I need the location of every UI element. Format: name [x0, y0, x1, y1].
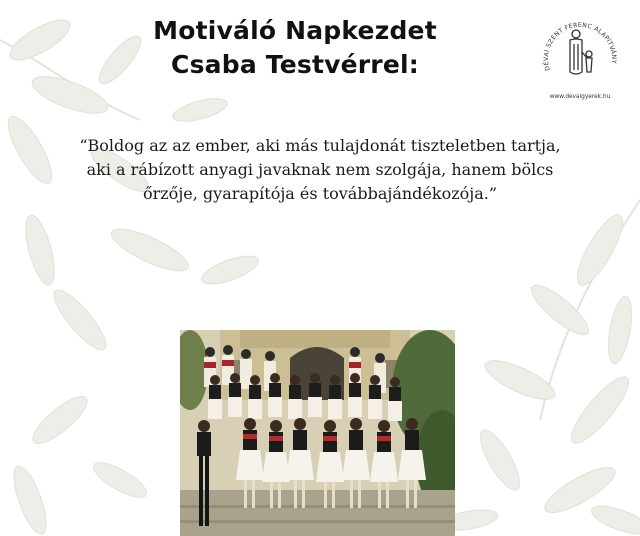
quote-text: [20, 134, 620, 206]
foundation-logo: [540, 8, 620, 104]
choir-group-photo: [180, 330, 455, 536]
svg-text:DÉVAI SZENT FERENC ALAPÍTVÁNY: [541, 22, 619, 72]
page-title: [95, 14, 495, 82]
quote-line-1: “Boldog az az ember, aki más tulajdonát tiszteletben tartja,: [79, 136, 561, 155]
quote-line-2: aki a rábízott anyagi javaknak nem szolgája, hanem bölcs: [86, 160, 554, 179]
logo-url-text: www.devaigyerek.hu: [549, 94, 611, 100]
logo-arc-text: DÉVAI SZENT FERENC ALAPÍTVÁNY: [542, 21, 618, 72]
title-line-1: Motiváló Napkezdet: [153, 16, 437, 45]
title-line-2: Csaba Testvérrel:: [171, 50, 419, 79]
quote-line-3: őrzője, gyarapítója és továbbajándékozója.”: [142, 184, 498, 203]
